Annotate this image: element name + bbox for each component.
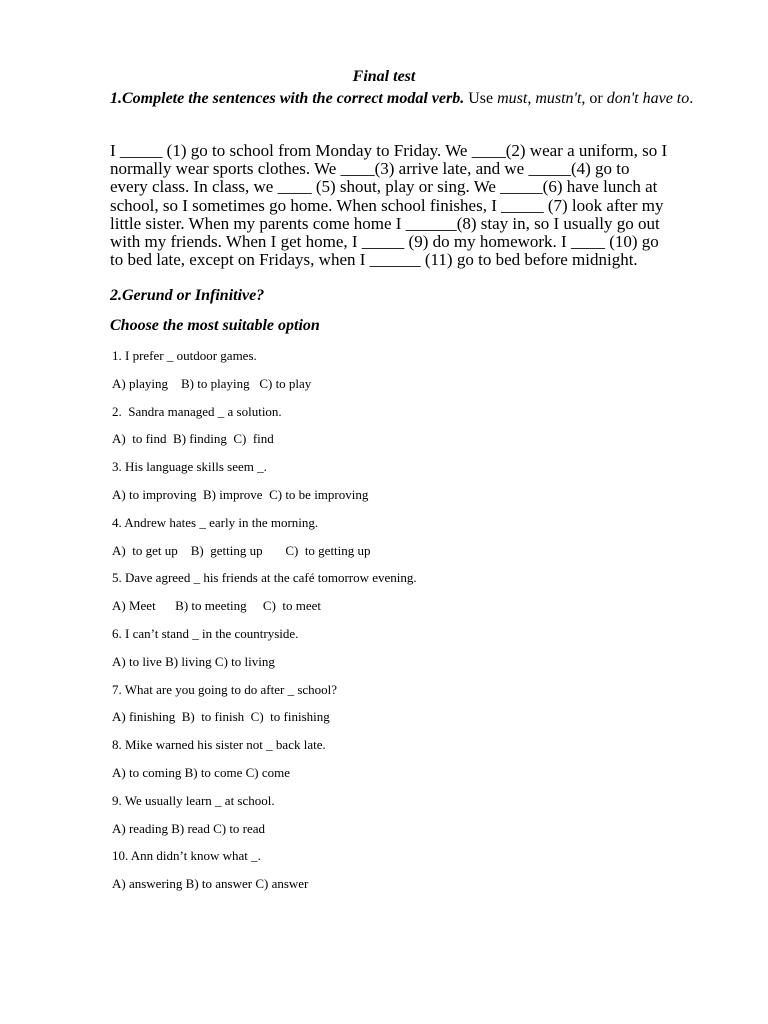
options-7: A) finishing B) to finish C) to finishing (112, 709, 330, 725)
section2-heading: 2.Gerund or Infinitive? (110, 287, 265, 304)
page-title: Final test (352, 68, 416, 85)
section2-subheading: Choose the most suitable option (110, 317, 320, 334)
options-5: A) Meet B) to meeting C) to meet (112, 598, 322, 614)
modal-option-mustnt: mustn't (535, 90, 582, 107)
options-1: A) playing B) to playing C) to play (112, 375, 312, 391)
period: . (689, 90, 694, 107)
options-2: A) to find B) finding C) find (112, 431, 274, 447)
separator: , (527, 90, 536, 107)
question-4: 4. Andrew hates _ early in the morning. (112, 514, 319, 530)
paragraph-line: every class. In class, we ____ (5) shout, play or sing. We _____(6) have lunch at (110, 177, 658, 197)
question-3: 3. His language skills seem _. (112, 459, 267, 475)
paragraph-line: to bed late, except on Fridays, when I ______ (11) go to bed before midnight. (110, 250, 638, 270)
paragraph-line: I _____ (1) go to school from Monday to Friday. We ____(2) wear a uniform, so I (110, 141, 668, 160)
options-8: A) to coming B) to come C) come (112, 764, 290, 780)
options-6: A) to live B) living C) to living (112, 653, 275, 669)
question-10: 10. Ann didn’t know what _. (112, 848, 261, 864)
paragraph-line: little sister. When my parents come home I ______(8) stay in, so I usually go out (110, 213, 660, 233)
options-4: A) to get up B) getting up C) to getting up (112, 542, 371, 558)
question-list (112, 348, 712, 904)
paragraph-line: with my friends. When I get home, I _____ (9) do my homework. I ____ (10) go (110, 232, 659, 252)
modal-option-dont-have-to: don't have to (606, 90, 690, 107)
paragraph-line: school, so I sometimes go home. When school finishes, I _____ (7) look after my (110, 195, 664, 215)
modal-option-must: must (497, 90, 528, 107)
question-5: 5. Dave agreed _ his friends at the café tomorrow evening. (112, 570, 417, 586)
section1-instructions (110, 89, 710, 108)
question-7: 7. What are you going to do after _ school? (112, 681, 338, 697)
separator: , or (581, 90, 607, 107)
options-9: A) reading B) read C) to read (112, 820, 266, 836)
question-9: 9. We usually learn _ at school. (112, 792, 275, 808)
question-1: 1. I prefer _ outdoor games. (112, 348, 257, 363)
question-8: 8. Mike warned his sister not _ back late. (112, 737, 326, 753)
paragraph-line: normally wear sports clothes. We ____(3) arrive late, and we _____(4) go to (110, 159, 630, 179)
options-10: A) answering B) to answer C) answer (112, 876, 309, 892)
question-2: 2. Sandra managed _ a solution. (112, 403, 282, 419)
section1-paragraph (110, 142, 710, 269)
section1-heading: 1.Complete the sentences with the correct modal verb. (110, 90, 465, 107)
use-text: Use (464, 90, 498, 107)
options-3: A) to improving B) improve C) to be improving (112, 486, 369, 502)
question-6: 6. I can’t stand _ in the countryside. (112, 625, 299, 641)
